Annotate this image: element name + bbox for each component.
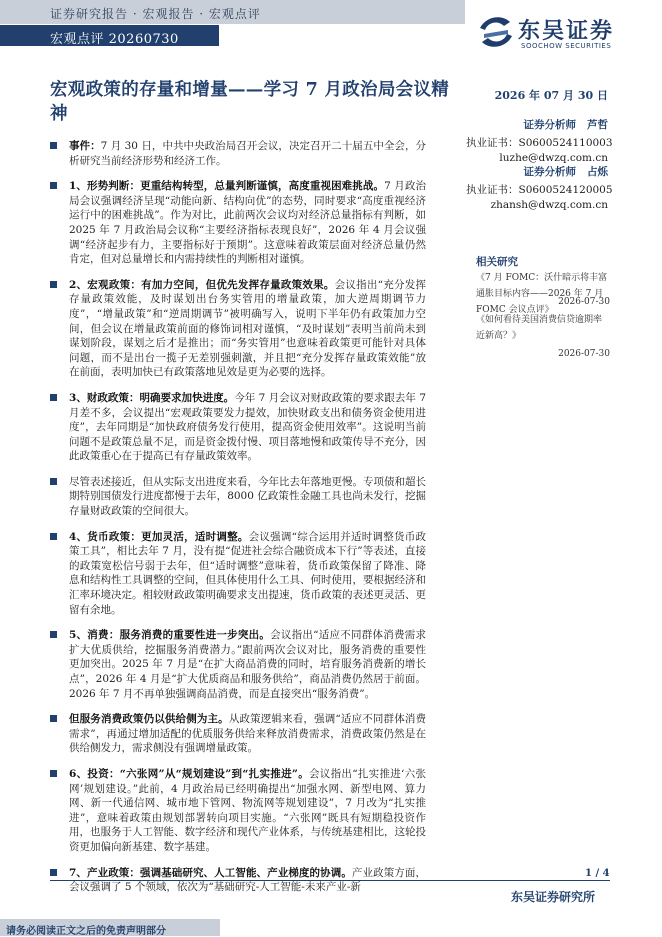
- paragraph-text: 会议指出“充分发挥存量政策效能，及时谋划出台务实管用的增量政策，加大逆周期调节力度”，“增量政策”和“逆周期调节”被明确写入，说明下半年仍有政策加力空间，但会议在增量政策前面的修饰词相对谨慎，“及时谋划”表明当前尚未到谋划阶段，谋划之后才是推出；而“务实管用”也意味着政策更可能针对具体问题，而不是出台一揽子无差别强刺激，并且把“充分发挥存量政策效能”放在前面，表明加快已有政策落地见效是更为必要的选择。: [69, 278, 426, 379]
- paragraph-lead: 事件：: [69, 140, 101, 152]
- analyst-1-email[interactable]: luzhe@dwzq.com.cn: [499, 152, 608, 164]
- analyst-2-name: 占烁: [587, 166, 608, 178]
- brand-name-en: SOOCHOW SECURITIES: [521, 42, 612, 50]
- bullet-icon: [50, 182, 57, 189]
- report-tag: 宏观点评 20260730: [50, 32, 179, 47]
- disclaimer-bar: [0, 919, 220, 936]
- related-item-1[interactable]: 《7 月 FOMC：沃什暗示将丰富通胀目标内容——2026 年 7 月 FOMC 会议点评》: [476, 273, 608, 315]
- brand-name-cn: 东吴证券: [518, 19, 615, 44]
- bullet-icon: [50, 394, 57, 401]
- footer-institute: 东吴证券研究所: [511, 890, 596, 904]
- paragraph-fiscal-progress: [50, 475, 426, 519]
- related-item-1-date: 2026-07-30: [558, 297, 610, 307]
- brand-logo-icon: [476, 14, 516, 50]
- analyst-1-name: 芦哲: [587, 119, 608, 131]
- footer-divider: [50, 880, 610, 881]
- bullet-icon: [50, 281, 57, 288]
- paragraph-monetary: [50, 530, 426, 618]
- report-body: [50, 139, 426, 895]
- analyst-1-heading: [466, 117, 608, 132]
- paragraph-situation: [50, 179, 426, 267]
- paragraph-event: [50, 139, 426, 168]
- paragraph-macro-policy: [50, 278, 426, 380]
- paragraph-consumption: [50, 628, 426, 701]
- paragraph-investment: [50, 767, 426, 855]
- disclaimer-text[interactable]: 请务必阅读正文之后的免责声明部分: [6, 926, 166, 937]
- report-date: 2026 年 07 月 30 日: [494, 89, 608, 102]
- report-category: 证券研究报告 · 宏观报告 · 宏观点评: [50, 7, 261, 21]
- bullet-icon: [50, 869, 57, 876]
- related-item-2-date: 2026-07-30: [558, 349, 610, 359]
- analyst-1-role: 证券分析师: [523, 119, 577, 131]
- paragraph-lead: 但服务消费政策仍以供给侧为主。: [69, 713, 229, 726]
- report-tag-bar: [0, 25, 219, 46]
- paragraph-text: 7 月政治局会议强调经济呈现“动能向新、结构向优”的态势，同时要求“高度重视经济运行中的困难挑战”。作为对比，此前两次会议均对经济总量指标有判断，如 2025 年 7 月政治局会议称“主要经济指标表现良好”，2026 年 4 月会议强调“经济起步有力，主要指标好于预期”。这意味着政策层面对经济总量仍然肯定，但对总量增长和内需持续性的判断相对谨慎。: [69, 180, 426, 266]
- paragraph-lead: 7、产业政策：强调基础研究、人工智能、产业梯度的协调。: [69, 866, 352, 879]
- analyst-2-role: 证券分析师: [523, 166, 577, 178]
- paragraph-text: 会议指出“适应不同群体消费需求扩大优质供给，挖掘服务消费潜力。”跟前两次会议对比，服务消费的重要性更加突出。2025 年 7 月是“在扩大商品消费的同时，培育服务消费新的增长点”，2026 年 4 月是“扩大优质商品和服务供给”，商品消费仍然居于前面。2026 年 7 月不再单独强调商品消费，而是直接突出“服务消费”。: [69, 629, 426, 700]
- analyst-1-cert: 执业证书：S0600524110003: [466, 137, 613, 149]
- paragraph-fiscal: [50, 391, 426, 464]
- bullet-icon: [50, 142, 57, 149]
- paragraph-lead: 4、货币政策：更加灵活，适时调整。: [69, 530, 249, 543]
- paragraph-text: 7 月 30 日，中共中央政治局召开会议，决定召开二十届五中全会，分析研究当前经济形势和经济工作。: [69, 140, 427, 167]
- related-research-title: 相关研究: [476, 256, 518, 268]
- bullet-icon: [50, 631, 57, 638]
- page-number: 1 / 4: [585, 868, 610, 879]
- paragraph-lead: 5、消费：服务消费的重要性进一步突出。: [69, 629, 271, 642]
- analyst-2-email[interactable]: zhansh@dwzq.com.cn: [490, 199, 608, 211]
- bullet-icon: [50, 478, 57, 485]
- paragraph-text: 尽管表述接近，但从实际支出进度来看，今年比去年落地更慢。专项债和超长期特别国债发行进度都慢于去年，8000 亿政策性金融工具也尚未发行，挖掘存量财政政策的空间很大。: [69, 475, 426, 518]
- bullet-icon: [50, 770, 57, 777]
- report-category-bar: [0, 0, 465, 24]
- paragraph-lead: 2、宏观政策：有加力空间，但优先发挥存量政策效果。: [69, 278, 335, 291]
- paragraph-lead: 6、投资：“六张网”从“规划建设”到“扎实推进”。: [69, 767, 309, 780]
- paragraph-lead: 3、财政政策：明确要求加快进度。: [69, 391, 235, 404]
- paragraph-text: 今年 7 月会议对财政政策的要求跟去年 7 月差不多，会议提出“宏观政策要发力提效，加快财政支出和债务资金使用进度”，去年同期是“加快政府债务发行使用，提高资金使用效率”。这说明当前问题不是政策总量不足，而是资金拨付慢、项目落地慢和政策传导不充分，因此政策重心在于提高已有存量政策效率。: [69, 391, 427, 463]
- report-title: 宏观政策的存量和增量——学习 7 月政治局会议精神: [50, 80, 450, 124]
- related-item-2[interactable]: 《如何看待美国消费信贷逾期率近新高？》: [476, 315, 603, 341]
- bullet-icon: [50, 533, 57, 540]
- analyst-2-heading: [466, 164, 608, 179]
- paragraph-text: 会议强调“综合运用并适时调整货币政策工具”，相比去年 7 月，没有提“促进社会综合融资成本下行”等表述，直接的政策宽松信号弱于去年，但“适时调整”意味着，货币政策保留了降准、降息和结构性工具调整的空间，但具体使用什么工具、何时使用，要根据经济和汇率环境决定。相较财政政策明确要求支出提速，货币政策的表述更灵活、更留有余地。: [69, 530, 426, 616]
- paragraph-consumption-supply: [50, 712, 426, 756]
- paragraph-text: 产业政策方面，会议强调了 5 个领域，依次为“基础研究-人工智能-未来产业-新: [69, 866, 427, 894]
- paragraph-text: 从政策逻辑来看，强调“适应不同群体消费需求”，再通过增加适配的优质服务供给来释放消费需求，消费政策仍然是在供给侧发力，需求侧没有强调增量政策。: [69, 713, 427, 755]
- bullet-icon: [50, 715, 57, 722]
- brand-logo: [476, 14, 648, 50]
- paragraph-lead: 1、形势判断：更重结构转型，总量判断谨慎，高度重视困难挑战。: [69, 180, 385, 193]
- analyst-2-cert: 执业证书：S0600524120005: [466, 184, 613, 196]
- paragraph-text: 会议指出“扎实推进‘六张网’规划建设。”此前，4 月政治局已经明确提出“加强水网、新型电网、算力网、新一代通信网、城市地下管网、物流网等规划建设”，7 月改为“扎实推进”，意味着政策由规划部署转向项目实施。“六张网”既具有短期稳投资作用，也服务于人工智能、数字经济和现代产业体系，与传统基建相比，这轮投资更加偏向新基建、数字基建。: [69, 767, 426, 853]
